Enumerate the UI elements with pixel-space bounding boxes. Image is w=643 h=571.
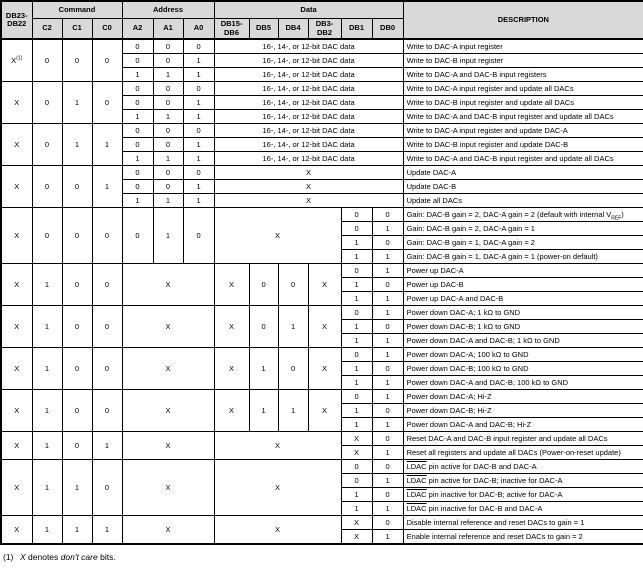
bit-cell: 1 (153, 208, 183, 264)
bit-cell: 0 (372, 432, 403, 446)
bit-cell: X (122, 460, 214, 516)
bit-cell: 1 (92, 124, 122, 166)
bit-cell: 0 (153, 54, 183, 68)
header-db3-db2: DB3-DB2 (308, 19, 341, 40)
bit-cell: 0 (372, 362, 403, 376)
bit-cell: 0 (183, 82, 214, 96)
description-cell: LDAC pin active for DAC-B and DAC-A (403, 460, 643, 474)
bit-cell: X (214, 390, 249, 432)
bit-cell: 0 (372, 404, 403, 418)
bit-cell: 0 (153, 180, 183, 194)
bit-cell: 0 (183, 124, 214, 138)
bit-cell: 1 (372, 334, 403, 348)
table-row (1, 516, 643, 530)
bit-cell: 0 (62, 348, 92, 390)
bit-cell: 1 (372, 446, 403, 460)
bit-cell: 1 (32, 390, 62, 432)
bit-cell: X (308, 390, 341, 432)
bit-cell: 1 (183, 180, 214, 194)
description-cell: Gain: DAC-B gain = 2, DAC-A gain = 1 (403, 222, 643, 236)
description-cell: Write to DAC-A input register (403, 39, 643, 54)
bit-cell: 1 (341, 250, 372, 264)
bit-cell: X (122, 390, 214, 432)
data-cell: 16-, 14-, or 12-bit DAC data (214, 110, 403, 124)
bit-cell: 0 (153, 138, 183, 152)
bit-cell: 1 (183, 54, 214, 68)
table-row (1, 348, 643, 362)
bit-cell: 1 (32, 516, 62, 545)
bit-cell: 1 (122, 152, 153, 166)
description-cell: Write to DAC-A and DAC-B input registers (403, 68, 643, 82)
table-row (1, 166, 643, 180)
bit-cell: 1 (183, 194, 214, 208)
data-cell: 16-, 14-, or 12-bit DAC data (214, 152, 403, 166)
bit-cell: 1 (372, 376, 403, 390)
bit-cell: 0 (153, 96, 183, 110)
description-cell: Power down DAC-B; Hi-Z (403, 404, 643, 418)
bit-cell: 1 (372, 222, 403, 236)
description-cell: Gain: DAC-B gain = 2, DAC-A gain = 2 (default with internal $V_{REF}$) (403, 208, 643, 222)
bit-cell: 0 (341, 348, 372, 362)
bit-cell: X (1, 432, 32, 460)
description-cell: Reset DAC-A and DAC-B input register and update all DACs (403, 432, 643, 446)
bit-cell: 0 (372, 516, 403, 530)
bit-cell: 1 (372, 390, 403, 404)
bit-cell: X (341, 530, 372, 545)
bit-cell: 1 (183, 138, 214, 152)
bit-cell: 1 (62, 124, 92, 166)
header-db0: DB0 (372, 19, 403, 40)
header-a2: A2 (122, 19, 153, 40)
bit-cell: 0 (62, 208, 92, 264)
bit-cell: 1 (341, 418, 372, 432)
bit-cell: 0 (92, 348, 122, 390)
header-c0: C0 (92, 19, 122, 40)
bit-cell: X (341, 432, 372, 446)
bit-cell: 0 (372, 488, 403, 502)
description-cell: Write to DAC-A and DAC-B input register and update all DACs (403, 152, 643, 166)
bit-cell: 1 (32, 348, 62, 390)
bit-cell: 0 (92, 390, 122, 432)
bit-cell: 0 (183, 208, 214, 264)
description-cell: Write to DAC-B input register (403, 54, 643, 68)
bit-cell: 1 (62, 82, 92, 124)
bit-cell: 1 (341, 488, 372, 502)
header-db23-db22: DB23-DB22 (1, 1, 32, 39)
description-cell: Reset all registers and update all DACs (Power-on-reset update) (403, 446, 643, 460)
description-cell: Power up DAC-A (403, 264, 643, 278)
table-header (1, 1, 643, 39)
header-a1: A1 (153, 19, 183, 40)
bit-cell: 1 (122, 110, 153, 124)
bit-cell: 1 (341, 236, 372, 250)
bit-cell: X (122, 306, 214, 348)
table-row (1, 432, 643, 446)
bit-cell: 1 (153, 68, 183, 82)
bit-cell: 0 (372, 320, 403, 334)
bit-cell: 0 (62, 264, 92, 306)
bit-cell: 0 (341, 306, 372, 320)
bit-cell: 1 (341, 278, 372, 292)
bit-cell: 1 (278, 306, 308, 348)
bit-cell: 1 (372, 292, 403, 306)
description-cell: Power down DAC-A and DAC-B; Hi-Z (403, 418, 643, 432)
header-group-row (1, 1, 643, 19)
bit-cell: 0 (278, 264, 308, 306)
description-cell: Enable internal reference and reset DACs to gain = 2 (403, 530, 643, 545)
description-cell: Update DAC-B (403, 180, 643, 194)
bit-cell: 0 (122, 124, 153, 138)
footnote (3, 552, 643, 562)
header-c2: C2 (32, 19, 62, 40)
table-row (1, 390, 643, 404)
table-row (1, 208, 643, 222)
bit-cell: 0 (92, 82, 122, 124)
bit-cell: X (1, 82, 32, 124)
bit-cell: X (1, 264, 32, 306)
bit-cell: 0 (62, 390, 92, 432)
data-cell: X (214, 166, 403, 180)
header-data: Data (214, 1, 403, 19)
bit-cell: X (1, 208, 32, 264)
data-cell: 16-, 14-, or 12-bit DAC data (214, 96, 403, 110)
bit-cell: X (122, 348, 214, 390)
bit-cell: 0 (92, 306, 122, 348)
data-cell: 16-, 14-, or 12-bit DAC data (214, 138, 403, 152)
bit-cell: 0 (62, 39, 92, 82)
bit-cell: X (214, 306, 249, 348)
bit-cell: 1 (62, 516, 92, 545)
header-a0: A0 (183, 19, 214, 40)
bit-cell: 0 (32, 82, 62, 124)
header-description: DESCRIPTION (403, 1, 643, 39)
bit-cell: 1 (372, 264, 403, 278)
bit-cell: 0 (122, 138, 153, 152)
description-cell: Power down DAC-B; 100 kΩ to GND (403, 362, 643, 376)
bit-cell: 1 (32, 432, 62, 460)
table-row (1, 306, 643, 320)
bit-cell: X (1, 348, 32, 390)
description-cell: LDAC pin inactive for DAC-B and DAC-A (403, 502, 643, 516)
bit-cell: 0 (92, 39, 122, 82)
bit-cell: 0 (92, 460, 122, 516)
bit-cell: 1 (278, 390, 308, 432)
bit-cell: 1 (372, 306, 403, 320)
bit-cell: 1 (153, 110, 183, 124)
bit-cell: 0 (32, 166, 62, 208)
table-row (1, 82, 643, 96)
bit-cell: 1 (341, 334, 372, 348)
bit-cell: 0 (153, 82, 183, 96)
bit-cell: X (1, 516, 32, 545)
data-cell: 16-, 14-, or 12-bit DAC data (214, 54, 403, 68)
data-cell: X (214, 194, 403, 208)
bit-cell: 0 (122, 180, 153, 194)
bit-cell: 0 (341, 222, 372, 236)
bit-cell: 1 (372, 474, 403, 488)
description-cell: Update DAC-A (403, 166, 643, 180)
header-command: Command (32, 1, 122, 19)
data-cell: X (214, 516, 341, 545)
bit-cell: 1 (122, 194, 153, 208)
bit-cell: 1 (92, 166, 122, 208)
bit-cell: 0 (372, 236, 403, 250)
bit-cell: 0 (62, 432, 92, 460)
bit-cell: 0 (32, 124, 62, 166)
bit-cell: 0 (278, 348, 308, 390)
bit-cell: 1 (249, 348, 278, 390)
bit-cell: 1 (183, 68, 214, 82)
header-address: Address (122, 1, 214, 19)
bit-cell: 0 (341, 390, 372, 404)
header-c1: C1 (62, 19, 92, 40)
description-cell: Power down DAC-A and DAC-B; 1 kΩ to GND (403, 334, 643, 348)
description-cell: Write to DAC-B input register and update DAC-B (403, 138, 643, 152)
bit-cell: 0 (153, 39, 183, 54)
bit-cell: 1 (32, 460, 62, 516)
bit-cell: 1 (372, 348, 403, 362)
bit-cell: 1 (92, 432, 122, 460)
bit-cell: X (341, 516, 372, 530)
table-row (1, 264, 643, 278)
data-cell: X (214, 460, 341, 516)
data-cell: 16-, 14-, or 12-bit DAC data (214, 124, 403, 138)
bit-cell: 1 (341, 404, 372, 418)
description-cell: Power down DAC-A and DAC-B; 100 kΩ to GND (403, 376, 643, 390)
bit-cell: 1 (122, 68, 153, 82)
bit-cell: 0 (372, 278, 403, 292)
table-row (1, 460, 643, 474)
bit-cell: 1 (341, 502, 372, 516)
header-db5: DB5 (249, 19, 278, 40)
description-cell: Write to DAC-A input register and update DAC-A (403, 124, 643, 138)
bit-cell: 0 (32, 39, 62, 82)
bit-cell: X (341, 446, 372, 460)
bit-cell: X (1, 124, 32, 166)
bit-cell: 0 (372, 460, 403, 474)
bit-cell: 1 (153, 152, 183, 166)
bit-cell: 0 (122, 54, 153, 68)
bit-cell: X (1, 460, 32, 516)
bit-cell: X (122, 432, 214, 460)
bit-cell: 0 (62, 306, 92, 348)
data-cell: 16-, 14-, or 12-bit DAC data (214, 82, 403, 96)
bit-cell: 1 (183, 110, 214, 124)
table-body (1, 39, 643, 544)
bit-cell: 1 (249, 390, 278, 432)
header-db15-db6: DB15-DB6 (214, 19, 249, 40)
description-cell: Gain: DAC-B gain = 1, DAC-A gain = 2 (403, 236, 643, 250)
bit-cell: 1 (92, 516, 122, 545)
bit-cell: X (122, 264, 214, 306)
footnote-text: X denotes don't care bits. (20, 552, 116, 562)
bit-cell: 1 (183, 152, 214, 166)
description-cell: Write to DAC-A input register and update all DACs (403, 82, 643, 96)
bit-cell: 0 (341, 208, 372, 222)
bit-cell: 0 (341, 264, 372, 278)
data-cell: X (214, 208, 341, 264)
description-cell: LDAC pin inactive for DAC-B; active for DAC-A (403, 488, 643, 502)
bit-cell: 0 (153, 124, 183, 138)
bit-cell: 1 (372, 530, 403, 545)
bit-cell: 0 (122, 39, 153, 54)
bit-cell: X (308, 306, 341, 348)
description-cell: Update all DACs (403, 194, 643, 208)
bit-cell: 1 (372, 418, 403, 432)
bit-cell: 1 (341, 292, 372, 306)
bit-cell: 0 (122, 166, 153, 180)
bit-cell: 1 (341, 376, 372, 390)
bit-cell: 0 (32, 208, 62, 264)
bit-cell: 1 (153, 194, 183, 208)
data-cell: 16-, 14-, or 12-bit DAC data (214, 68, 403, 82)
bit-cell: 0 (183, 39, 214, 54)
description-cell: Write to DAC-B input register and update all DACs (403, 96, 643, 110)
description-cell: Write to DAC-A and DAC-B input register and update all DACs (403, 110, 643, 124)
data-cell: X (214, 180, 403, 194)
bit-cell: X (122, 516, 214, 545)
bit-cell: 0 (249, 264, 278, 306)
header-db4: DB4 (278, 19, 308, 40)
bit-cell: 0 (183, 166, 214, 180)
bit-cell: 1 (372, 250, 403, 264)
bit-cell: 0 (122, 208, 153, 264)
bit-cell: 1 (341, 362, 372, 376)
description-cell: Power down DAC-A; 1 kΩ to GND (403, 306, 643, 320)
table-row (1, 124, 643, 138)
bit-cell: X (214, 348, 249, 390)
bit-cell: 0 (372, 208, 403, 222)
data-cell: X (214, 432, 341, 460)
bit-cell: X (308, 348, 341, 390)
description-cell: LDAC pin active for DAC-B; inactive for DAC-A (403, 474, 643, 488)
description-cell: Power down DAC-A; 100 kΩ to GND (403, 348, 643, 362)
footnote-marker: (1) (3, 552, 14, 562)
bit-cell: 1 (341, 320, 372, 334)
description-cell: Power down DAC-A; Hi-Z (403, 390, 643, 404)
bit-cell: 0 (249, 306, 278, 348)
description-cell: Power up DAC-B (403, 278, 643, 292)
bit-cell: 1 (32, 264, 62, 306)
bit-cell: X (308, 264, 341, 306)
bit-cell: X (1, 390, 32, 432)
bit-cell: 1 (372, 502, 403, 516)
data-cell: 16-, 14-, or 12-bit DAC data (214, 39, 403, 54)
bit-cell: 0 (62, 166, 92, 208)
bit-cell: 0 (122, 82, 153, 96)
description-cell: Power up DAC-A and DAC-B (403, 292, 643, 306)
bit-cell: 0 (92, 264, 122, 306)
bit-cell: X (1, 166, 32, 208)
bit-cell: 1 (62, 460, 92, 516)
description-cell: Power down DAC-B; 1 kΩ to GND (403, 320, 643, 334)
header-db1: DB1 (341, 19, 372, 40)
bit-cell: 0 (341, 460, 372, 474)
bit-cell: 1 (183, 96, 214, 110)
bit-cell: 0 (122, 96, 153, 110)
description-cell: Disable internal reference and reset DACs to gain = 1 (403, 516, 643, 530)
bit-cell: 0 (92, 208, 122, 264)
bit-cell: X (214, 264, 249, 306)
description-cell: Gain: DAC-B gain = 1, DAC-A gain = 1 (power-on default) (403, 250, 643, 264)
bit-cell: 0 (153, 166, 183, 180)
bit-cell: $X^{(1)}$ (1, 39, 32, 82)
table-row (1, 39, 643, 54)
bit-cell: 0 (341, 474, 372, 488)
bit-cell: X (1, 306, 32, 348)
bit-cell: 1 (32, 306, 62, 348)
